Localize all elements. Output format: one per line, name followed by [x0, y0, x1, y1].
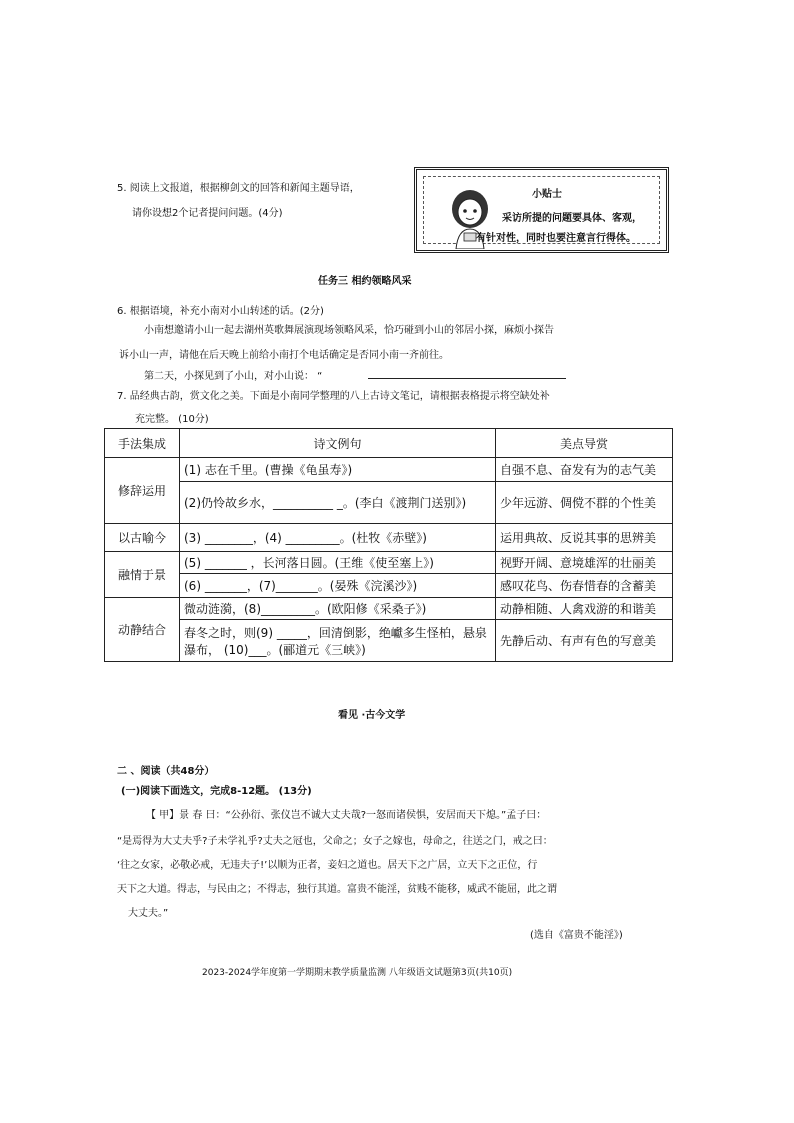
poem-cell[interactable]: 微动涟漪，(8)_________。(欧阳修《采桑子》)	[180, 598, 496, 620]
note-cell: 感叹花鸟、伤春惜春的含蓄美	[496, 574, 673, 598]
poem-cell[interactable]: (1) 志在千里。(曹操《龟虽寿》)	[180, 458, 496, 482]
table-row	[105, 552, 673, 574]
note-cell: 少年远游、倜傥不群的个性美	[496, 482, 673, 524]
q6-line4: 第二天，小探见到了小山，对小山说： “	[144, 371, 323, 382]
table-row	[105, 482, 673, 524]
tip-title: 小贴士	[532, 189, 562, 200]
note-cell: 自强不息、奋发有为的志气美	[496, 458, 673, 482]
q6-line2: 小南想邀请小山一起去湖州英歌舞展演现场领略风采，恰巧碰到小山的邻居小探，麻烦小探告	[144, 325, 554, 336]
header-poem: 诗文例句	[180, 429, 496, 458]
q5-line1: 5. 阅读上文报道，根据柳剑文的回答和新闻主题导语，	[117, 183, 360, 194]
tip-box	[414, 167, 669, 253]
section-title: 看见 ·古今文学	[338, 710, 406, 721]
tip-line2: 有针对性，同时也要注意言行得体。	[476, 233, 636, 244]
q6-line3: 诉小山一声，请他在后天晚上前给小南打个电话确定是否同小南一齐前往。	[119, 350, 449, 361]
method-cell: 修辞运用	[105, 458, 180, 524]
tip-line1: 采访所提的问题要具体、客观，	[502, 213, 642, 224]
note-cell: 视野开阔、意境雄浑的壮丽美	[496, 552, 673, 574]
poem-cell[interactable]: (2)仍怜故乡水，__________ _。(李白《渡荆门送别》)	[180, 482, 496, 524]
page-footer: 2023-2024学年度第一学期期末教学质量监测 八年级语文试题第3页(共10页)	[202, 968, 513, 978]
method-cell: 以古喻今	[105, 524, 180, 552]
table-row	[105, 620, 673, 662]
q6-answer-line[interactable]	[368, 378, 566, 379]
method-cell: 融情于景	[105, 552, 180, 598]
poem-cell[interactable]: (6) _______，(7)_______。(晏殊《浣溪沙》)	[180, 574, 496, 598]
part2-subheading: (一)阅读下面选文，完成8-12题。 (13分)	[121, 786, 312, 797]
table-row	[105, 598, 673, 620]
table-row	[105, 458, 673, 482]
header-note: 美点导赏	[496, 429, 673, 458]
passage-source: (选自《富贵不能淫》)	[530, 930, 623, 941]
passage-line: ‘往之女家，必敬必戒，无违夫子!’以顺为正者，妾妇之道也。居天下之广居，立天下之正位，行	[117, 860, 538, 871]
header-method: 手法集成	[105, 429, 180, 458]
passage-line: 天下之大道。得志，与民由之；不得志，独行其道。富贵不能淫，贫贱不能移，威武不能屈，此之谓	[117, 884, 557, 895]
q6-line1: 6. 根据语境，补充小南对小山转述的话。(2分)	[117, 306, 324, 317]
q7-line2: 充完整。 (10分)	[135, 414, 209, 425]
method-cell: 动静结合	[105, 598, 180, 662]
task3-title: 任务三 相约领略风采	[318, 276, 412, 287]
note-cell: 运用典故、反说其事的思辨美	[496, 524, 673, 552]
table-row	[105, 574, 673, 598]
part2-heading: 二 、阅读（共48分）	[117, 766, 215, 777]
note-cell: 先静后动、有声有色的写意美	[496, 620, 673, 662]
poem-cell[interactable]: (5) _______ ，长河落日圆。(王维《使至塞上》)	[180, 552, 496, 574]
poem-cell[interactable]: (3) ________，(4) _________。(杜牧《赤壁》)	[180, 524, 496, 552]
q5-line2: 请你设想2个记者提问问题。(4分)	[132, 208, 283, 219]
passage-line: 大丈夫。”	[128, 908, 169, 919]
note-cell: 动静相随、人禽戏游的和谐美	[496, 598, 673, 620]
q7-line1: 7. 品经典古韵，赏文化之美。下面是小南同学整理的八上古诗文笔记，请根据表格提示将空缺处补	[117, 391, 550, 402]
passage-line: 【 甲】景 春 曰：“公孙衍、张仪岂不诚大丈夫哉?一怒而诸侯惧，安居而天下熄。”孟子曰：	[146, 810, 547, 821]
poem-cell[interactable]: 春冬之时，则(9) _____，回清倒影，绝巘多生怪柏，悬泉瀑布， (10)___。(郦道元《三峡》)	[180, 620, 496, 662]
table-header-row	[105, 429, 673, 458]
poetry-table	[104, 428, 673, 662]
table-row	[105, 524, 673, 552]
passage-line: “是焉得为大丈夫乎?子未学礼乎?丈夫之冠也，父命之；女子之嫁也，母命之，往送之门，戒之曰：	[117, 836, 553, 847]
